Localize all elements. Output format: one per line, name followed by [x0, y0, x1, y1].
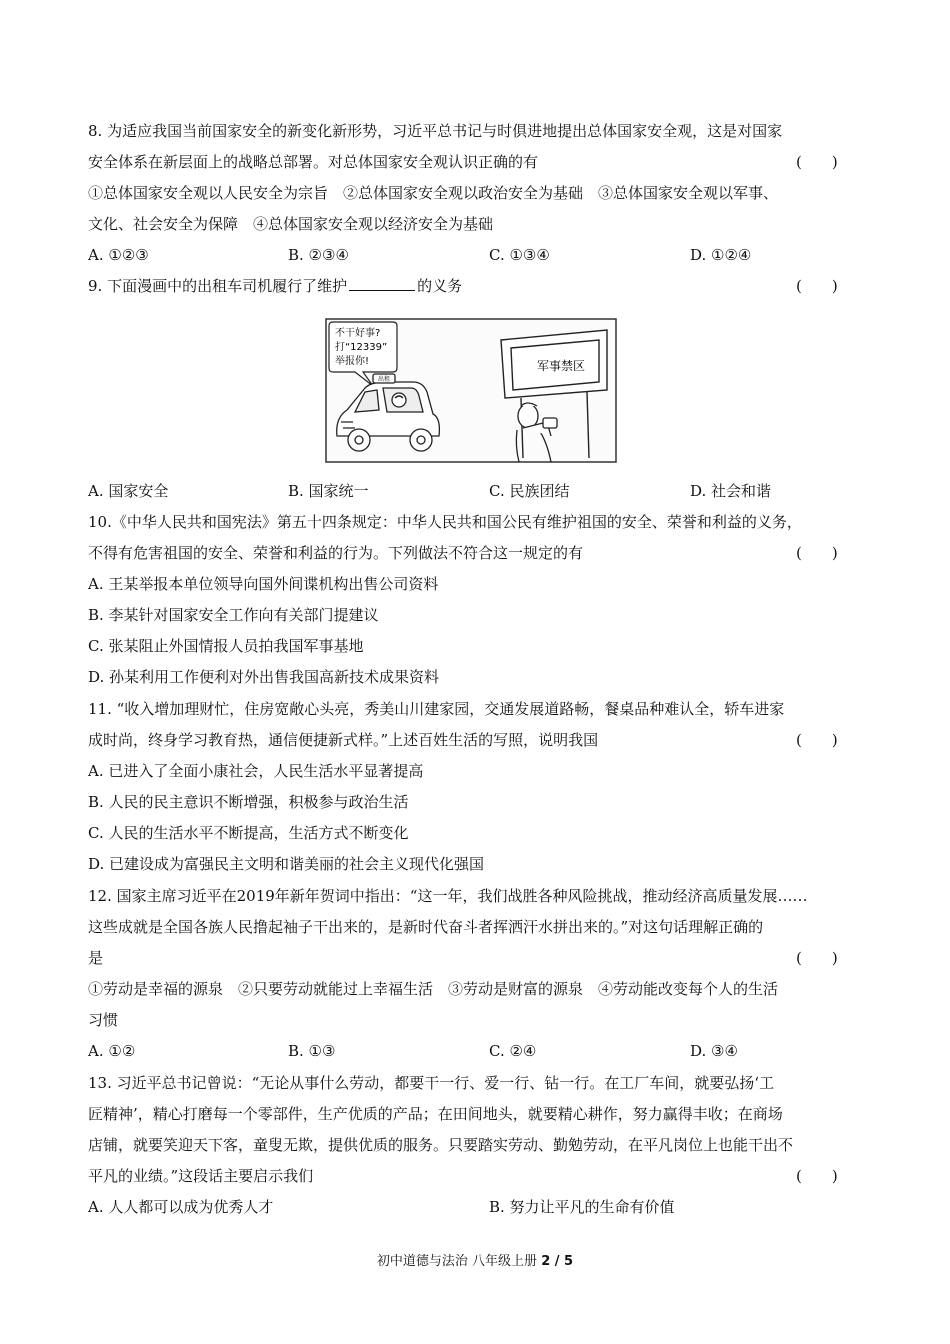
q12-choice-line1: ①劳动是幸福的源泉 ②只要劳动就能过上幸福生活 ③劳动是财富的源泉 ④劳动能改变每个人的生活: [88, 980, 779, 998]
q13-stem-line3: 店铺，就要笑迎天下客，童叟无欺，提供优质的服务。只要踏实劳动、勤勉劳动，在平凡岗位上也能干出不: [88, 1136, 794, 1154]
q13-answer-bracket: ( ): [796, 1167, 838, 1185]
q10-stem-line1: 10.《中华人民共和国宪法》第五十四条规定：中华人民共和国公民有维护祖国的安全、荣誉和利益的义务，: [88, 513, 802, 531]
q12-option-a: A. ①②: [88, 1042, 136, 1060]
q13-option-b: B. 努力让平凡的生命有价值: [489, 1198, 675, 1216]
q8-choice-line2: 文化、社会安全为保障 ④总体国家安全观以经济安全为基础: [88, 215, 494, 233]
q9-option-d: D. 社会和谐: [690, 482, 772, 500]
q9-option-b: B. 国家统一: [288, 482, 369, 500]
q11-stem-line1: 11. “收入增加理财忙，住房宽敞心头亮，秀美山川建家园，交通发展道路畅，餐桌品种难认全，轿车进家: [88, 700, 785, 718]
q10-option-c: C. 张某阻止外国情报人员拍我国军事基地: [88, 637, 364, 655]
q12-option-c: C. ②④: [489, 1042, 537, 1060]
bubble-text-2: 打“12339”: [335, 342, 388, 353]
q12-option-b: B. ①③: [288, 1042, 336, 1060]
q10-stem-line2: 不得有危害祖国的安全、荣誉和利益的行为。下列做法不符合这一规定的有: [88, 544, 584, 562]
q8-option-d: D. ①②④: [690, 246, 752, 264]
q8-stem-line2: 安全体系在新层面上的战略总部署。对总体国家安全观认识正确的有: [88, 153, 539, 171]
page-footer: [0, 1250, 950, 1269]
q13-stem-line1: 13. 习近平总书记曾说：“无论从事什么劳动，都要干一行、爱一行、钻一行。在工厂车间，就要弘扬‘工: [88, 1074, 775, 1092]
q8-stem-line1: 8. 为适应我国当前国家安全的新变化新形势，习近平总书记与时俱进地提出总体国家安全观，这是对国家: [88, 122, 783, 140]
q10-option-b: B. 李某针对国家安全工作向有关部门提建议: [88, 606, 379, 624]
q11-answer-bracket: ( ): [796, 731, 838, 749]
q9-option-c: C. 民族团结: [489, 482, 570, 500]
q8-answer-bracket: ( ): [796, 153, 838, 171]
footer-title: 初中道德与法治 八年级上册: [376, 1254, 542, 1269]
q10-option-a: A. 王某举报本单位领导向国外间谍机构出售公司资料: [88, 575, 439, 593]
q9-stem-pre: 9. 下面漫画中的出租车司机履行了维护: [88, 277, 348, 295]
q8-option-a: A. ①②③: [88, 246, 149, 264]
q8-option-b: B. ②③④: [288, 246, 349, 264]
q9-answer-bracket: ( ): [796, 277, 838, 295]
q8-choice-line1: ①总体国家安全观以人民安全为宗旨 ②总体国家安全观以政治安全为基础 ③总体国家安全观以军事、: [88, 184, 779, 202]
q13-stem-line4: 平凡的业绩。”这段话主要启示我们: [88, 1167, 314, 1185]
q12-choice-line2: 习惯: [88, 1011, 119, 1029]
q12-stem-line3: 是: [88, 949, 104, 967]
bubble-text-3: 举报你!: [335, 356, 370, 367]
q9-stem: [88, 275, 864, 297]
q12-option-d: D. ③④: [690, 1042, 738, 1060]
q11-option-c: C. 人民的生活水平不断提高，生活方式不断变化: [88, 824, 409, 842]
q11-option-a: A. 已进入了全面小康社会，人民生活水平显著提高: [88, 762, 424, 780]
q11-option-d: D. 已建设成为富强民主文明和谐美丽的社会主义现代化强国: [88, 855, 485, 873]
q10-answer-bracket: ( ): [796, 544, 838, 562]
q12-answer-bracket: ( ): [796, 949, 838, 967]
q12-stem-line1: 12. 国家主席习近平在2019年新年贺词中指出：“这一年，我们战胜各种风险挑战，推动经济高质量发展……: [88, 887, 808, 905]
q13-stem-line2: 匠精神’，精心打磨每一个零部件，生产优质的产品；在田间地头，就要精心耕作，努力赢得丰收；在商场: [88, 1105, 783, 1123]
q9-blank: [349, 276, 415, 291]
page-number: 2 / 5: [541, 1254, 574, 1269]
q12-stem-line2: 这些成就是全国各族人民撸起袖子干出来的，是新时代奋斗者挥洒汗水拼出来的。”对这句话理解正确的: [88, 918, 764, 936]
taxi-roof-text: 出租: [378, 376, 391, 383]
bubble-text-1: 不干好事?: [335, 328, 381, 339]
q9-cartoon: [325, 318, 617, 463]
q10-option-d: D. 孙某利用工作便利对外出售我国高新技术成果资料: [88, 668, 440, 686]
q9-stem-post: 的义务: [417, 277, 463, 295]
q8-option-c: C. ①③④: [489, 246, 550, 264]
q9-option-a: A. 国家安全: [88, 482, 169, 500]
q13-option-a: A. 人人都可以成为优秀人才: [88, 1198, 274, 1216]
sign-text: 军事禁区: [537, 359, 586, 373]
q11-option-b: B. 人民的民主意识不断增强，积极参与政治生活: [88, 793, 409, 811]
q11-stem-line2: 成时尚，终身学习教育热，通信便捷新式样。”上述百姓生活的写照，说明我国: [88, 731, 599, 749]
